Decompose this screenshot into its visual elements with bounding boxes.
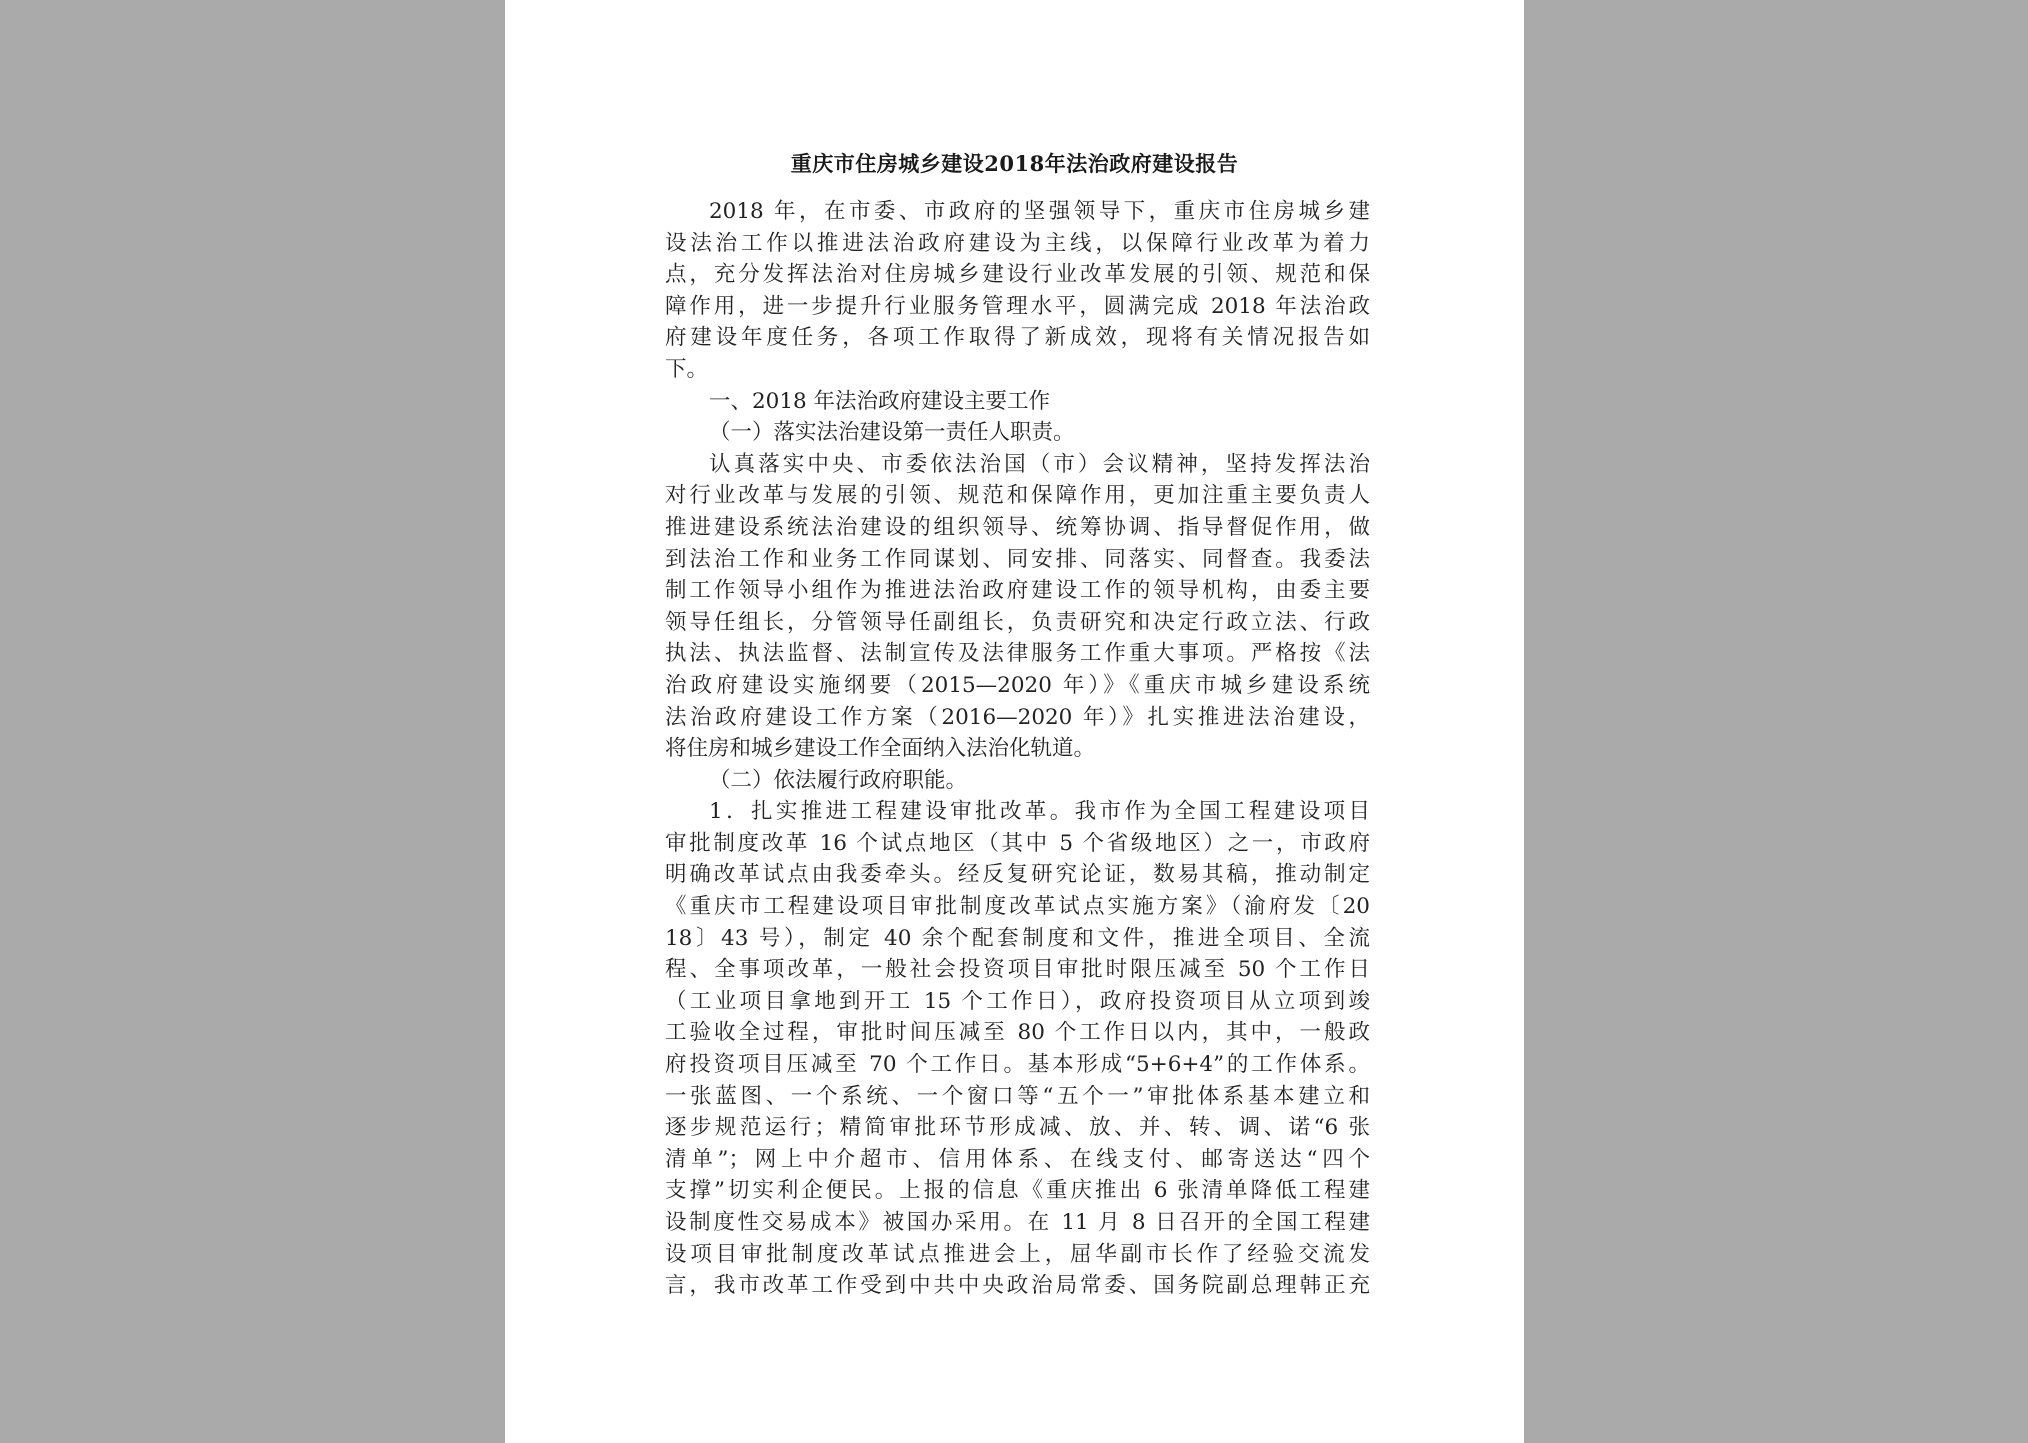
text-line: 清单”；网上中介超市、信用体系、在线支付、邮寄送达“四个 <box>665 1146 1370 1172</box>
document-title: 重庆市住房城乡建设2018年法治政府建设报告 <box>790 151 1239 176</box>
text-line: 言，我市改革工作受到中共中央政治局常委、国务院副总理韩正充 <box>665 1273 1370 1299</box>
text-line: （工业项目拿地到开工 15 个工作日），政府投资项目从立项到竣 <box>665 988 1370 1014</box>
text-line: 府投资项目压减至 70 个工作日。基本形成“5+6+4”的工作体系。 <box>665 1052 1370 1078</box>
text-line: 工验收全过程，审批时间压减至 80 个工作日以内，其中，一般政 <box>665 1020 1370 1046</box>
text-line: 障作用，进一步提升行业服务管理水平，圆满完成 2018 年法治政 <box>665 293 1370 319</box>
text-line: 法治政府建设工作方案（2016—2020 年）》扎实推进法治建设， <box>665 704 1370 730</box>
text-line: 点，充分发挥法治对住房城乡建设行业改革发展的引领、规范和保 <box>665 262 1370 288</box>
text-line: 将住房和城乡建设工作全面纳入法治化轨道。 <box>665 736 1096 762</box>
text-line: 对行业改革与发展的引领、规范和保障作用，更加注重主要负责人 <box>665 483 1370 509</box>
text-line: 府建设年度任务，各项工作取得了新成效，现将有关情况报告如 <box>665 325 1370 351</box>
text-line: 明确改革试点由我委牵头。经反复研究论证，数易其稿，推动制定 <box>665 862 1370 888</box>
text-line: 程、全事项改革，一般社会投资项目审批时限压减至 50 个工作日 <box>665 957 1370 983</box>
text-line: （一）落实法治建设第一责任人职责。 <box>709 420 1075 446</box>
text-line: 1．扎实推进工程建设审批改革。我市作为全国工程建设项目 <box>709 799 1370 825</box>
text-line: 18〕43 号），制定 40 余个配套制度和文件，推进全项目、全流 <box>665 925 1370 951</box>
text-line: 一张蓝图、一个系统、一个窗口等“五个一”审批体系基本建立和 <box>665 1083 1370 1109</box>
document-page <box>505 0 1524 1443</box>
text-line: 治政府建设实施纲要（2015—2020 年）》《重庆市城乡建设系统 <box>665 672 1370 698</box>
text-line: 到法治工作和业务工作同谋划、同安排、同落实、同督查。我委法 <box>665 546 1370 572</box>
text-line: 设制度性交易成本》被国办采用。在 11 月 8 日召开的全国工程建 <box>665 1210 1370 1235</box>
text-line: 审批制度改革 16 个试点地区（其中 5 个省级地区）之一，市政府 <box>665 830 1370 856</box>
text-line: 2018 年，在市委、市政府的坚强领导下，重庆市住房城乡建 <box>709 199 1370 224</box>
text-line: （二）依法履行政府职能。 <box>709 767 968 793</box>
text-line: 下。 <box>665 356 709 382</box>
text-line: 逐步规范运行；精简审批环节形成减、放、并、转、调、诺“6 张 <box>665 1115 1370 1141</box>
text-line: 推进建设系统法治建设的组织领导、统筹协调、指导督促作用，做 <box>665 514 1370 540</box>
text-line: 设项目审批制度改革试点推进会上，屈华副市长作了经验交流发 <box>665 1241 1370 1267</box>
text-line: 认真落实中央、市委依法治国（市）会议精神，坚持发挥法治 <box>709 451 1370 477</box>
text-line: 《重庆市工程建设项目审批制度改革试点实施方案》（渝府发〔20 <box>665 894 1370 920</box>
text-line: 一、2018 年法治政府建设主要工作 <box>709 388 1051 414</box>
document-body <box>665 196 1370 1302</box>
text-line: 执法、执法监督、法制宣传及法律服务工作重大事项。严格按《法 <box>665 641 1370 667</box>
text-line: 领导任组长，分管领导任副组长，负责研究和决定行政立法、行政 <box>665 609 1370 635</box>
text-line: 设法治工作以推进法治政府建设为主线，以保障行业改革为着力 <box>665 230 1370 256</box>
text-line: 制工作领导小组作为推进法治政府建设工作的领导机构，由委主要 <box>665 578 1370 604</box>
text-line: 支撑”切实利企便民。上报的信息《重庆推出 6 张清单降低工程建 <box>665 1178 1370 1204</box>
